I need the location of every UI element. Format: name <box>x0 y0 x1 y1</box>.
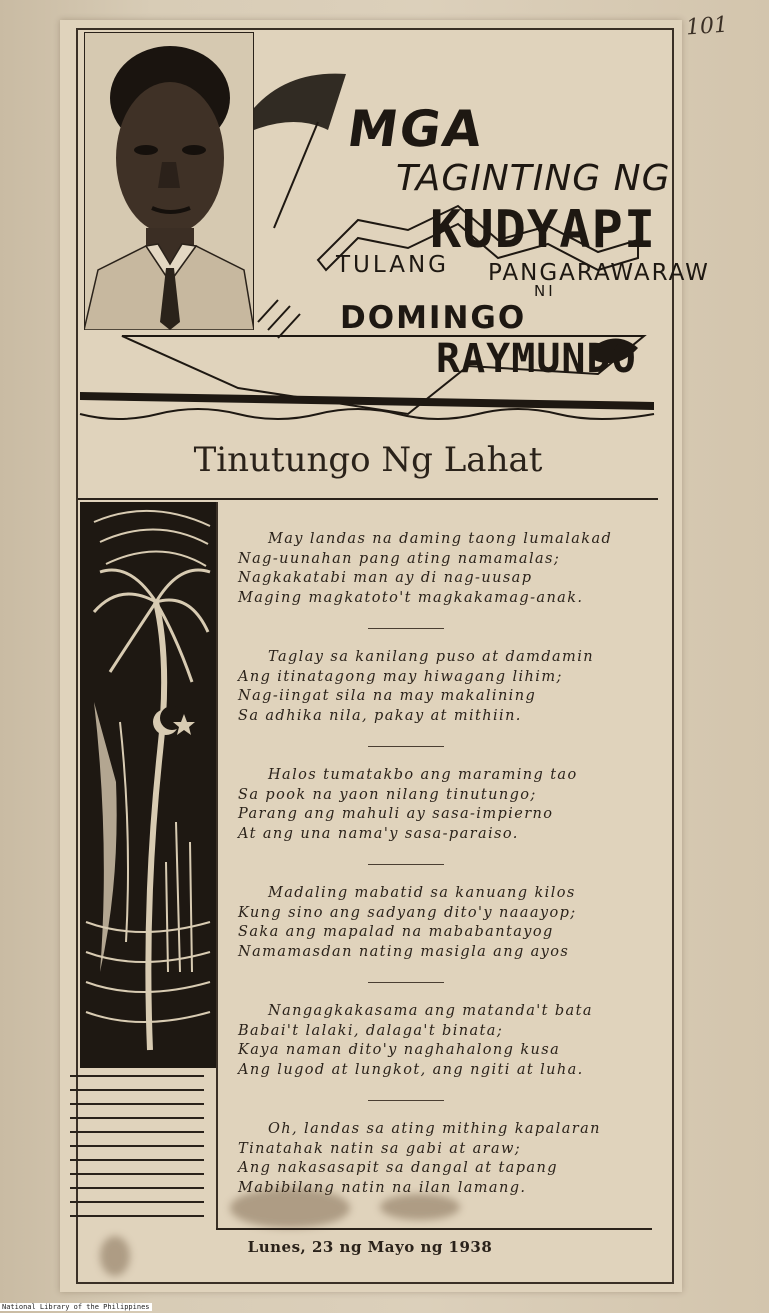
masthead-tulang: TULANG <box>336 252 449 278</box>
stanza <box>230 766 650 844</box>
page-number: 101 <box>685 12 729 41</box>
stanza <box>230 1120 650 1198</box>
poem-line: Kung sino ang sadyang dito'y naaayop; <box>238 904 577 921</box>
stanza <box>230 530 650 608</box>
masthead-taginting: TAGINTING NG <box>396 158 671 199</box>
poem-line: Namamasdan nating masigla ang ayos <box>238 943 570 960</box>
poem-line: At ang una nama'y sasa-paraiso. <box>238 825 519 842</box>
masthead-mga: MGA <box>343 100 488 158</box>
paper-stain <box>100 1236 130 1276</box>
stanza-separator <box>368 628 444 629</box>
poem-line: Taglay sa kanilang puso at damdamin <box>268 649 594 665</box>
masthead-pangarawaraw: PANGARAWARAW <box>488 260 710 286</box>
stanza <box>230 884 650 962</box>
poem-line: Parang ang mahuli ay sasa-impierno <box>238 806 554 822</box>
poem-line: Ang itinatagong may hiwagang lihim; <box>238 668 563 685</box>
masthead-ni: NI <box>534 282 556 300</box>
author-portrait <box>84 32 254 330</box>
poem-line: Nag-uunahan pang ating namamalas; <box>238 550 561 567</box>
poem-body <box>230 530 650 1198</box>
publication-date: Lunes, 23 ng Mayo ng 1938 <box>247 1238 493 1256</box>
side-rules <box>70 1072 204 1220</box>
poem-line: Nangagkakasama ang matanda't bata <box>268 1003 593 1019</box>
stanza-separator <box>368 864 444 865</box>
poem-line: Tinatahak natin sa gabi at araw; <box>238 1140 522 1157</box>
footer-rule <box>216 1228 652 1230</box>
stanza <box>230 648 650 726</box>
poem-line: Ang lugod at lungkot, ang ngiti at luha. <box>238 1061 584 1078</box>
poem-line: Nag-iingat sila na may makalining <box>238 688 537 704</box>
stanza-separator <box>368 746 444 747</box>
paper-stain <box>230 1188 350 1228</box>
author-first-name: DOMINGO <box>340 300 527 336</box>
poem-line: Sa adhika nila, pakay at mithiin. <box>238 707 522 724</box>
author-last-name: RAYMUNDO <box>436 336 637 382</box>
masthead-kudyapi: KUDYAPI <box>430 200 657 260</box>
paper-stain <box>380 1194 460 1220</box>
poem-line: Babai't lalaki, dalaga't binata; <box>238 1022 504 1039</box>
poem-line: Sa pook na yaon nilang tinutungo; <box>238 786 537 803</box>
poem-line: Saka ang mapalad na mababantayog <box>238 924 554 940</box>
poem-line: Madaling mabatid sa kanuang kilos <box>268 885 576 901</box>
source-credit: National Library of the Philippines <box>2 1303 150 1311</box>
poem-header <box>78 30 710 430</box>
poem-line: Ang nakasasapit sa dangal at tapang <box>238 1160 558 1176</box>
poem-line: Halos tumatakbo ang maraming tao <box>268 767 578 783</box>
stanza <box>230 1002 650 1080</box>
palm-tree-illustration <box>80 502 216 1068</box>
poem-line: Oh, landas sa ating mithing kapalaran <box>268 1121 601 1137</box>
poem-title: Tinutungo Ng Lahat <box>193 440 543 480</box>
poem-line: May landas na daming taong lumalakad <box>268 531 613 547</box>
stanza-separator <box>368 982 444 983</box>
poem-line: Maging magkatoto't magkakamag-anak. <box>238 589 584 606</box>
stanza-separator <box>368 1100 444 1101</box>
title-rule <box>78 498 658 500</box>
poem-line: Mabibilang natin na ilan lamang. <box>238 1179 527 1196</box>
poem-line: Kaya naman dito'y naghahalong kusa <box>238 1042 561 1058</box>
poem-line: Nagkakatabi man ay di nag-uusap <box>238 570 533 586</box>
column-rule <box>216 502 218 1228</box>
